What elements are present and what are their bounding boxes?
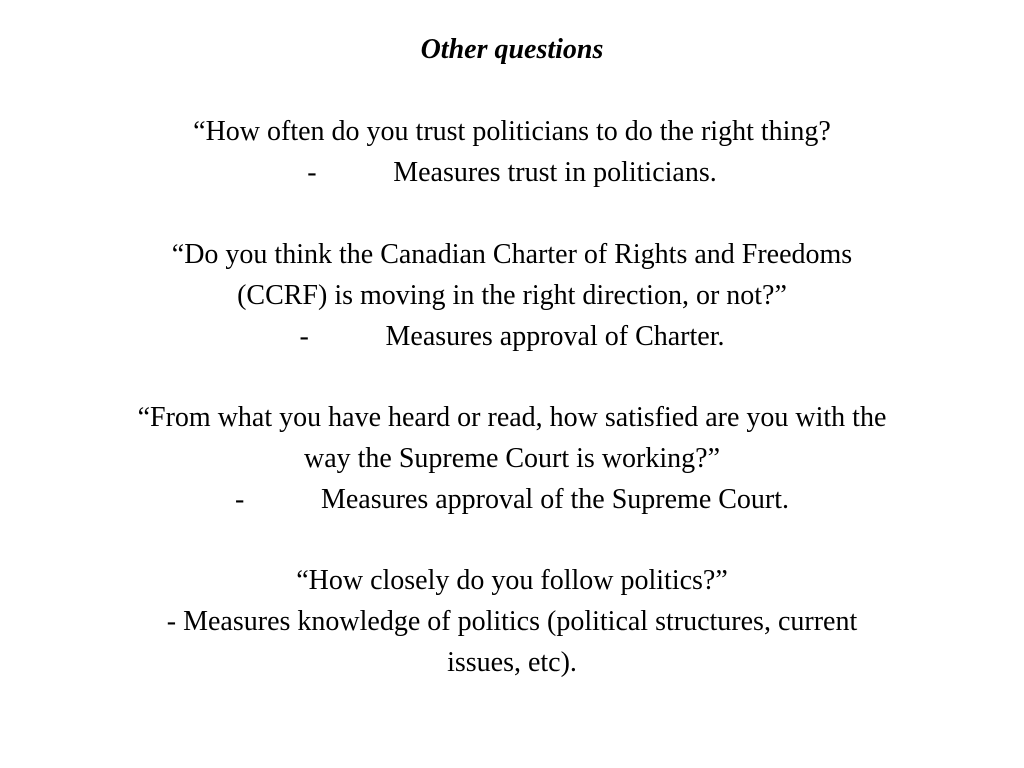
measure-text: Measures approval of Charter.: [385, 321, 725, 352]
dash-bullet: -: [234, 484, 245, 515]
question-text: way the Supreme Court is working?”: [303, 443, 721, 474]
question-text: “Do you think the Canadian Charter of Rights and Freedoms: [171, 239, 853, 270]
measure-line: [30, 316, 994, 357]
measure-line: [30, 152, 994, 193]
question-block-trust-politicians: [30, 111, 994, 193]
question-text: “How often do you trust politicians to do the right thing?: [193, 116, 831, 147]
measure-line: [30, 479, 994, 520]
measure-text: issues, etc).: [447, 647, 577, 678]
question-text: “How closely do you follow politics?”: [296, 565, 728, 596]
question-block-charter: [30, 234, 994, 357]
slide-title: Other questions: [420, 34, 604, 65]
question-block-supreme-court: [30, 397, 994, 520]
measure-text: Measures trust in politicians.: [393, 157, 717, 188]
dash-bullet: -: [299, 321, 309, 352]
question-block-follow-politics: [30, 560, 994, 683]
question-text: “From what you have heard or read, how satisfied are you with the: [137, 402, 887, 433]
measure-text: Measures approval of the Supreme Court.: [320, 484, 790, 515]
question-text: (CCRF) is moving in the right direction, or not?”: [237, 280, 787, 311]
dash-bullet: -: [307, 157, 317, 188]
measure-text: - Measures knowledge of politics (political structures, current: [166, 606, 858, 637]
